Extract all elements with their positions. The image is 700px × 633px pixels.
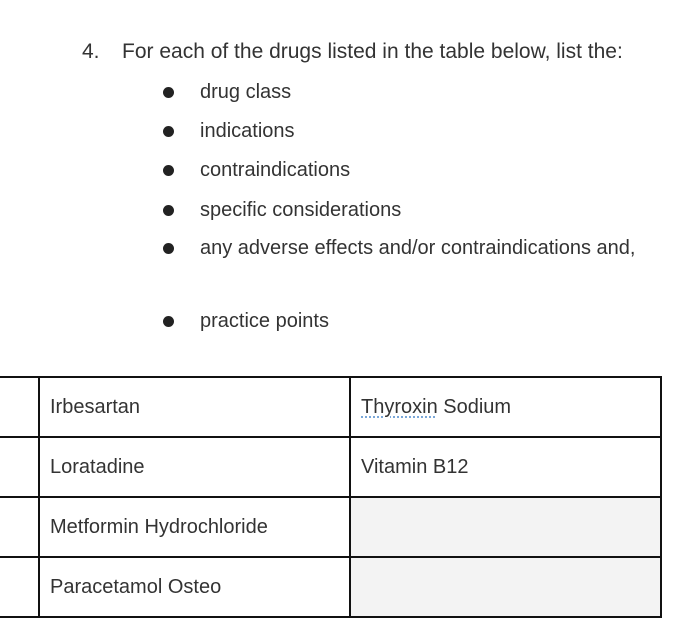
table-cell-blank[interactable] (0, 437, 39, 497)
list-item-text: indications (200, 120, 295, 142)
table-row (0, 497, 661, 557)
table-row (0, 437, 661, 497)
table-cell-blank[interactable] (0, 497, 39, 557)
list-item-text: practice points (200, 310, 329, 332)
table-cell-blank[interactable] (0, 557, 39, 617)
list-item-text: drug class (200, 81, 292, 103)
table-cell-empty[interactable] (350, 497, 661, 557)
table-cell-drug[interactable]: Loratadine (39, 437, 350, 497)
bullet-dot-icon (163, 205, 174, 216)
list-item-text: any adverse effects and/or contraindications and, (200, 237, 636, 259)
drug-table (0, 376, 662, 618)
table-cell-text: Sodium (437, 395, 512, 418)
bullet-dot-icon (163, 126, 174, 137)
bullet-dot-icon (163, 87, 174, 98)
table-cell-drug[interactable] (350, 377, 661, 437)
table-cell-drug[interactable]: Irbesartan (39, 377, 350, 437)
list-item (160, 194, 640, 226)
list-item-text: specific considerations (200, 199, 402, 221)
list-item (160, 154, 640, 186)
table-cell-drug[interactable]: Metformin Hydrochloride (39, 497, 350, 557)
table-cell-blank[interactable] (0, 377, 39, 437)
question-prompt: For each of the drugs listed in the table below, list the: (122, 40, 623, 63)
table-cell-empty[interactable] (350, 557, 661, 617)
table-cell-drug[interactable]: Paracetamol Osteo (39, 557, 350, 617)
list-item (160, 305, 640, 337)
list-item (160, 232, 640, 264)
table-cell-drug[interactable]: Vitamin B12 (350, 437, 661, 497)
bullet-dot-icon (163, 243, 174, 254)
table-row (0, 377, 661, 437)
bullet-dot-icon (163, 165, 174, 176)
spellcheck-word: Thyroxin (361, 395, 438, 418)
list-item-text: contraindications (200, 159, 351, 181)
question-number: 4. (82, 40, 100, 63)
table-row (0, 557, 661, 617)
list-item (160, 76, 640, 108)
bullet-dot-icon (163, 316, 174, 327)
list-item (160, 115, 640, 147)
question-heading (82, 38, 623, 66)
